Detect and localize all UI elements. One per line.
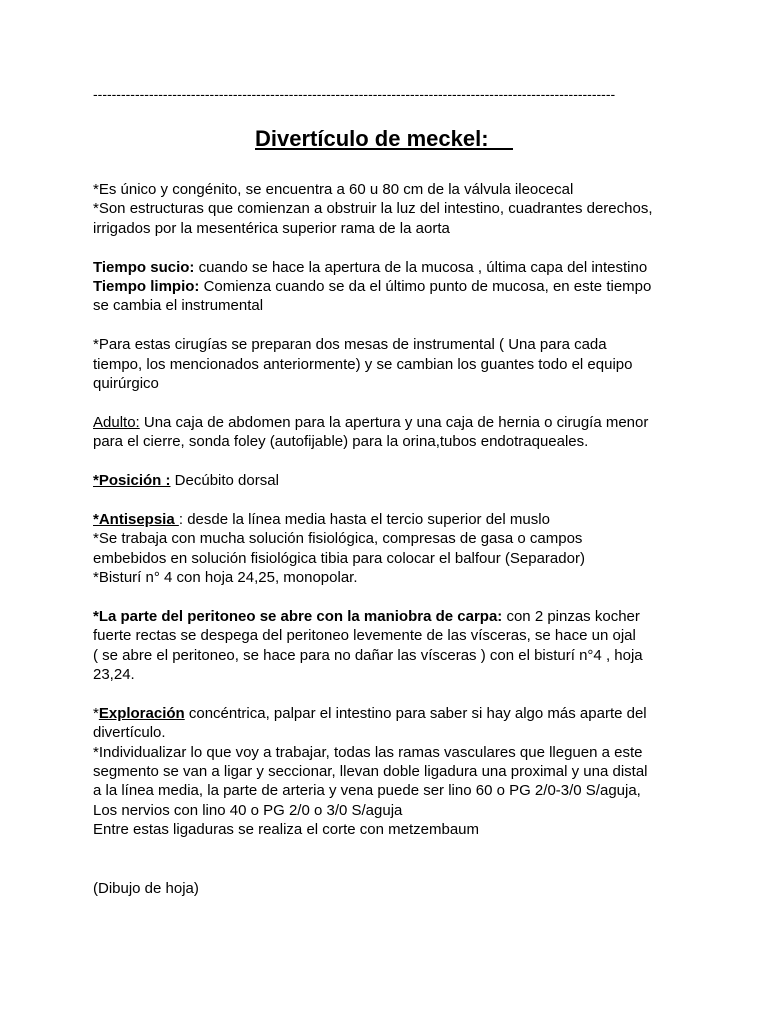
exploracion-line-4: segmento se van a ligar y seccionar, llevan doble ligadura una proximal y una distal — [93, 763, 648, 781]
antisepsia-text: : desde la línea media hasta el tercio superior del muslo — [178, 510, 550, 528]
exploracion-line-7: Entre estas ligaduras se realiza el corte con metzembaum — [93, 821, 480, 839]
tiempo-limpio-text: Comienza cuando se da el último punto de mucosa, en este tiempo — [199, 278, 652, 296]
exploracion-text: concéntrica, palpar el intestino para saber si hay algo más aparte del — [184, 704, 647, 722]
page-title — [0, 124, 768, 154]
peritoneo-line-3: ( se abre el peritoneo, se hace para no dañar las vísceras ) con el bisturí n°4 , hoja — [93, 646, 643, 664]
adulto-line-2: para el cierre, sonda foley (autofijable) para la orina,tubos endotraqueales. — [93, 433, 589, 451]
adulto-label: Adulto: — [93, 413, 140, 431]
antisepsia-line-1 — [93, 510, 693, 529]
intro-line-3: irrigados por la mesentérica superior rama de la aorta — [93, 219, 450, 237]
antisepsia-line-3: embebidos en solución fisiológica tibia para colocar el balfour (Separador) — [93, 549, 585, 567]
antisepsia-line-2: *Se trabaja con mucha solución fisiológica, compresas de gasa o campos — [93, 530, 583, 548]
posicion-text: Decúbito dorsal — [170, 472, 279, 490]
exploracion-star: * — [93, 704, 99, 722]
mesas-line-3: quirúrgico — [93, 375, 159, 393]
peritoneo-line-4: 23,24. — [93, 666, 135, 684]
peritoneo-label: *La parte del peritoneo se abre con la maniobra de carpa: — [93, 607, 503, 625]
antisepsia-label: *Antisepsia — [93, 510, 179, 528]
tiempo-sucio-line — [93, 258, 693, 277]
posicion-line — [93, 471, 693, 490]
posicion-label: *Posición : — [93, 472, 171, 490]
intro-line-2: *Son estructuras que comienzan a obstruir la luz del intestino, cuadrantes derechos, — [93, 200, 653, 218]
intro-line-1: *Es único y congénito, se encuentra a 60 u 80 cm de la válvula ileocecal — [93, 181, 574, 198]
mesas-line-1: *Para estas cirugías se preparan dos mesas de instrumental ( Una para cada — [93, 336, 607, 354]
exploracion-line-2: divertículo. — [93, 724, 166, 742]
tiempo-sucio-label: Tiempo sucio: — [93, 258, 195, 276]
tiempo-sucio-text: cuando se hace la apertura de la mucosa , última capa del intestino — [194, 258, 648, 276]
peritoneo-line-1 — [93, 607, 693, 626]
exploracion-label: Exploración — [98, 704, 185, 722]
adulto-text: Una caja de abdomen para la apertura y una caja de hernia o cirugía menor — [139, 413, 649, 431]
tiempo-limpio-label: Tiempo limpio: — [93, 278, 200, 296]
title-text: Divertículo de meckel: — [255, 126, 513, 151]
dibujo-note: (Dibujo de hoja) — [93, 879, 199, 897]
peritoneo-line-2: fuerte rectas se despega del peritoneo levemente de las vísceras, se hace un ojal — [93, 627, 636, 645]
exploracion-line-1 — [93, 704, 693, 723]
tiempo-limpio-cont: se cambia el instrumental — [93, 297, 264, 315]
dashed-separator: ---------------------------------------------------------------------------------------------------------------- — [93, 86, 616, 102]
document-body — [93, 180, 693, 898]
peritoneo-text: con 2 pinzas kocher — [502, 607, 640, 625]
mesas-line-2: tiempo, los mencionados anteriormente) y se cambian los guantes todo el equipo — [93, 355, 633, 373]
adulto-line-1 — [93, 413, 693, 432]
exploracion-line-5: a la línea media, la parte de arteria y vena puede ser lino 60 o PG 2/0-3/0 S/aguja, — [93, 782, 641, 800]
antisepsia-line-4: *Bisturí n° 4 con hoja 24,25, monopolar. — [93, 569, 358, 587]
tiempo-limpio-line — [93, 277, 693, 296]
exploracion-line-6: Los nervios con lino 40 o PG 2/0 o 3/0 S/aguja — [93, 801, 403, 819]
exploracion-line-3: *Individualizar lo que voy a trabajar, todas las ramas vasculares que lleguen a este — [93, 743, 643, 761]
